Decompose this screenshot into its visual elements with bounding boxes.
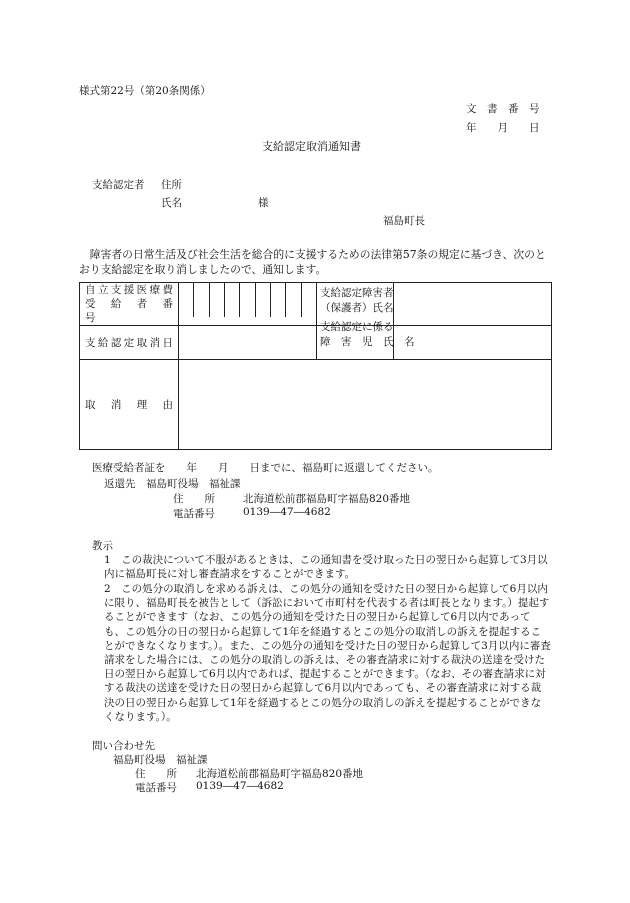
recipient-address-label: 住所	[161, 179, 182, 191]
certified-person-value[interactable]	[394, 283, 552, 326]
child-name-value[interactable]	[394, 326, 552, 360]
digit-box[interactable]	[302, 283, 316, 317]
contact-phone: 0139―47―4682	[196, 780, 284, 792]
digit-box[interactable]	[179, 283, 194, 317]
return-notice: 医療受給者証を 年 月 日までに、福島町に返還してください。	[92, 462, 439, 474]
recipient-number-label-2: 受 給 者 番 号	[85, 298, 184, 324]
digit-box[interactable]	[225, 283, 240, 317]
certified-person-label-2: （保護者）氏名	[320, 302, 394, 314]
return-address-label: 住 所	[173, 493, 215, 505]
contact-address-label: 住 所	[135, 768, 177, 780]
digit-box[interactable]	[271, 283, 286, 317]
instruction-item-1: 1 この裁決について不服があるときは、この通知書を受け取った日の翌日から起算して3月以内に福島町長に対し審査請求をすることができます。	[104, 554, 548, 581]
digit-box[interactable]	[286, 283, 301, 317]
cancellation-details-table	[79, 282, 552, 450]
return-phone: 0139―47―4682	[243, 506, 331, 518]
document-title: 支給認定取消通知書	[262, 140, 361, 153]
child-label-2: 障 害 児 氏 名	[320, 336, 415, 348]
contact-heading: 問い合わせ先	[92, 740, 155, 752]
instruction-heading: 教示	[92, 540, 113, 552]
form-number: 様式第22号（第20条関係）	[79, 85, 211, 97]
recipient-honorific: 様	[258, 197, 269, 209]
digit-box[interactable]	[194, 283, 209, 317]
contact-address: 北海道松前郡福島町字福島820番地	[196, 768, 364, 780]
contact-phone-label: 電話番号	[135, 782, 177, 794]
child-label-1: 支給認定に係る	[320, 321, 394, 333]
digit-box[interactable]	[256, 283, 271, 317]
instruction-item-2: 2 この処分の取消しを求める訴えは、この処分の通知を受けた日の翌日から起算して6月以内に限り、福島町長を被告として（訴訟において市町村を代表する者は町長となります。）提起することができます（なお、この処分の通知を受けた日の翌日から起算して6月以内であっても、この処分の日の翌日から起算して1年を経過するとこの処分の取消しの訴えを提起することができなくなります。）。また、この処分の通知を受けた日の翌日から起算して3月以内に審査請求をした場合には、この処分の取消しの訴えは、その審査請求に対する裁決の送達を受けた日の翌日から起算して6月以内であれば、提起することができます。（なお、その審査請求に対する裁決の送達を受けた日の翌日から起算して6月以内であっても、その審査請求に対する裁決の日の翌日から起算して1年を経過するとこの処分の取消しの訴えを提起することができなくなります。）。	[104, 583, 551, 723]
recipient-name-label: 氏名	[161, 197, 182, 209]
recipient-number-digits[interactable]	[179, 283, 317, 326]
return-phone-label: 電話番号	[173, 508, 215, 520]
cancel-date-value[interactable]	[179, 326, 317, 360]
digit-box[interactable]	[240, 283, 255, 317]
reason-label-cell	[80, 360, 179, 450]
cancel-date-label-cell	[80, 326, 179, 360]
cancel-date-label: 支給認定取消日	[85, 336, 173, 349]
return-to-label: 返還先 福島町役場 福祉課	[104, 478, 241, 490]
body-text: 障害者の日常生活及び社会生活を総合的に支援するための法律第57条の規定に基づき、次のとおり支給認定を取り消しましたので、通知します。	[79, 248, 546, 276]
recipient-number-label-cell	[80, 283, 184, 326]
return-address: 北海道松前郡福島町字福島820番地	[243, 493, 411, 505]
date-label: 年 月 日	[466, 122, 540, 134]
issuer-name: 福島町長	[383, 215, 425, 227]
document-number-label: 文 書 番 号	[466, 103, 540, 115]
reason-value[interactable]	[179, 360, 552, 450]
recipient-number-label-1: 自立支援医療費	[85, 284, 173, 296]
contact-office: 福島町役場 福祉課	[113, 754, 208, 766]
reason-label: 取 消 理 由	[85, 398, 173, 411]
recipient-holder-label: 支給認定者	[92, 179, 145, 191]
certified-person-label-1: 支給認定障害者	[320, 287, 394, 299]
digit-box[interactable]	[210, 283, 225, 317]
